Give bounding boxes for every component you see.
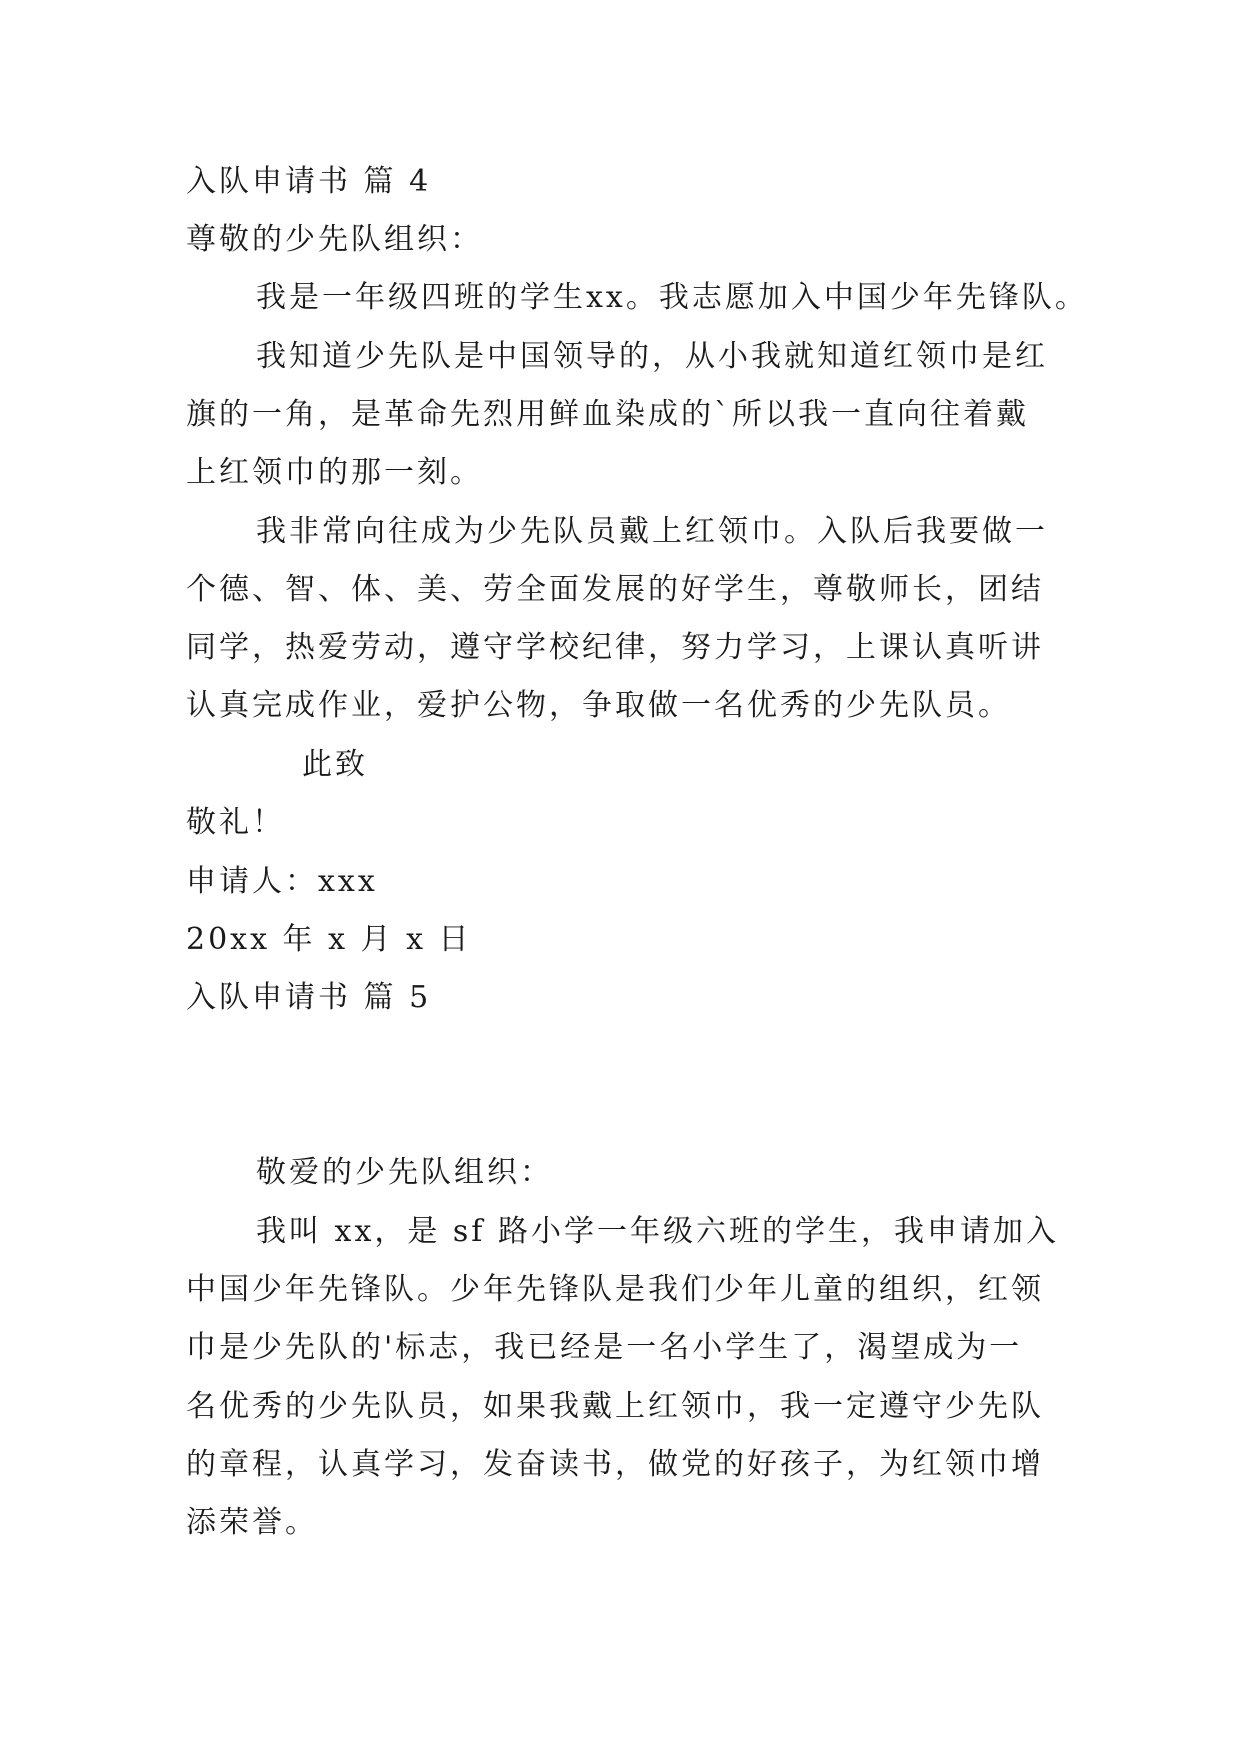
section-4-date: 20xx 年 x 月 x 日 xyxy=(186,922,472,957)
section-4-paragraph-2-line-2: 旗的一角，是革命先烈用鲜血染成的`所以我一直向往着戴 xyxy=(186,397,1029,432)
section-4-paragraph-3-line-1: 我非常向往成为少先队员戴上红领巾。入队后我要做一 xyxy=(256,514,1048,549)
section-5-paragraph-1-line-3: 巾是少先队的'标志，我已经是一名小学生了，渴望成为一 xyxy=(186,1330,1023,1365)
section-4-paragraph-1: 我是一年级四班的学生xx。我志愿加入中国少年先锋队。 xyxy=(256,280,1088,315)
section-4-salute: 敬礼！ xyxy=(186,805,285,840)
section-5-paragraph-1-line-5: 的章程，认真学习，发奋读书，做党的好孩子，为红领巾增 xyxy=(186,1447,1044,1482)
section-4-paragraph-3-line-4: 认真完成作业，爱护公物，争取做一名优秀的少先队员。 xyxy=(186,688,1011,723)
section-5-heading: 入队申请书 篇 5 xyxy=(186,980,432,1015)
section-5-greeting: 敬爱的少先队组织： xyxy=(256,1155,553,1190)
section-4-paragraph-3-line-2: 个德、智、体、美、劳全面发展的好学生，尊敬师长，团结 xyxy=(186,572,1044,607)
section-4-applicant: 申请人：xxx xyxy=(186,864,378,899)
section-5-paragraph-1-line-6: 添荣誉。 xyxy=(186,1505,318,1540)
section-4-heading: 入队申请书 篇 4 xyxy=(186,164,432,199)
section-5-paragraph-1-line-1: 我叫 xx，是 sf 路小学一年级六班的学生，我申请加入 xyxy=(256,1214,1059,1249)
section-4-closing: 此致 xyxy=(302,747,368,782)
section-4-greeting: 尊敬的少先队组织： xyxy=(186,222,483,257)
section-4-paragraph-3-line-3: 同学，热爱劳动，遵守学校纪律，努力学习，上课认真听讲 xyxy=(186,630,1044,665)
section-5-paragraph-1-line-4: 名优秀的少先队员，如果我戴上红领巾，我一定遵守少先队 xyxy=(186,1389,1044,1424)
section-4-paragraph-2-line-1: 我知道少先队是中国领导的，从小我就知道红领巾是红 xyxy=(256,339,1048,374)
section-4-paragraph-2-line-3: 上红领巾的那一刻。 xyxy=(186,455,483,490)
section-5-paragraph-1-line-2: 中国少年先锋队。少年先锋队是我们少年儿童的组织，红领 xyxy=(186,1272,1044,1307)
